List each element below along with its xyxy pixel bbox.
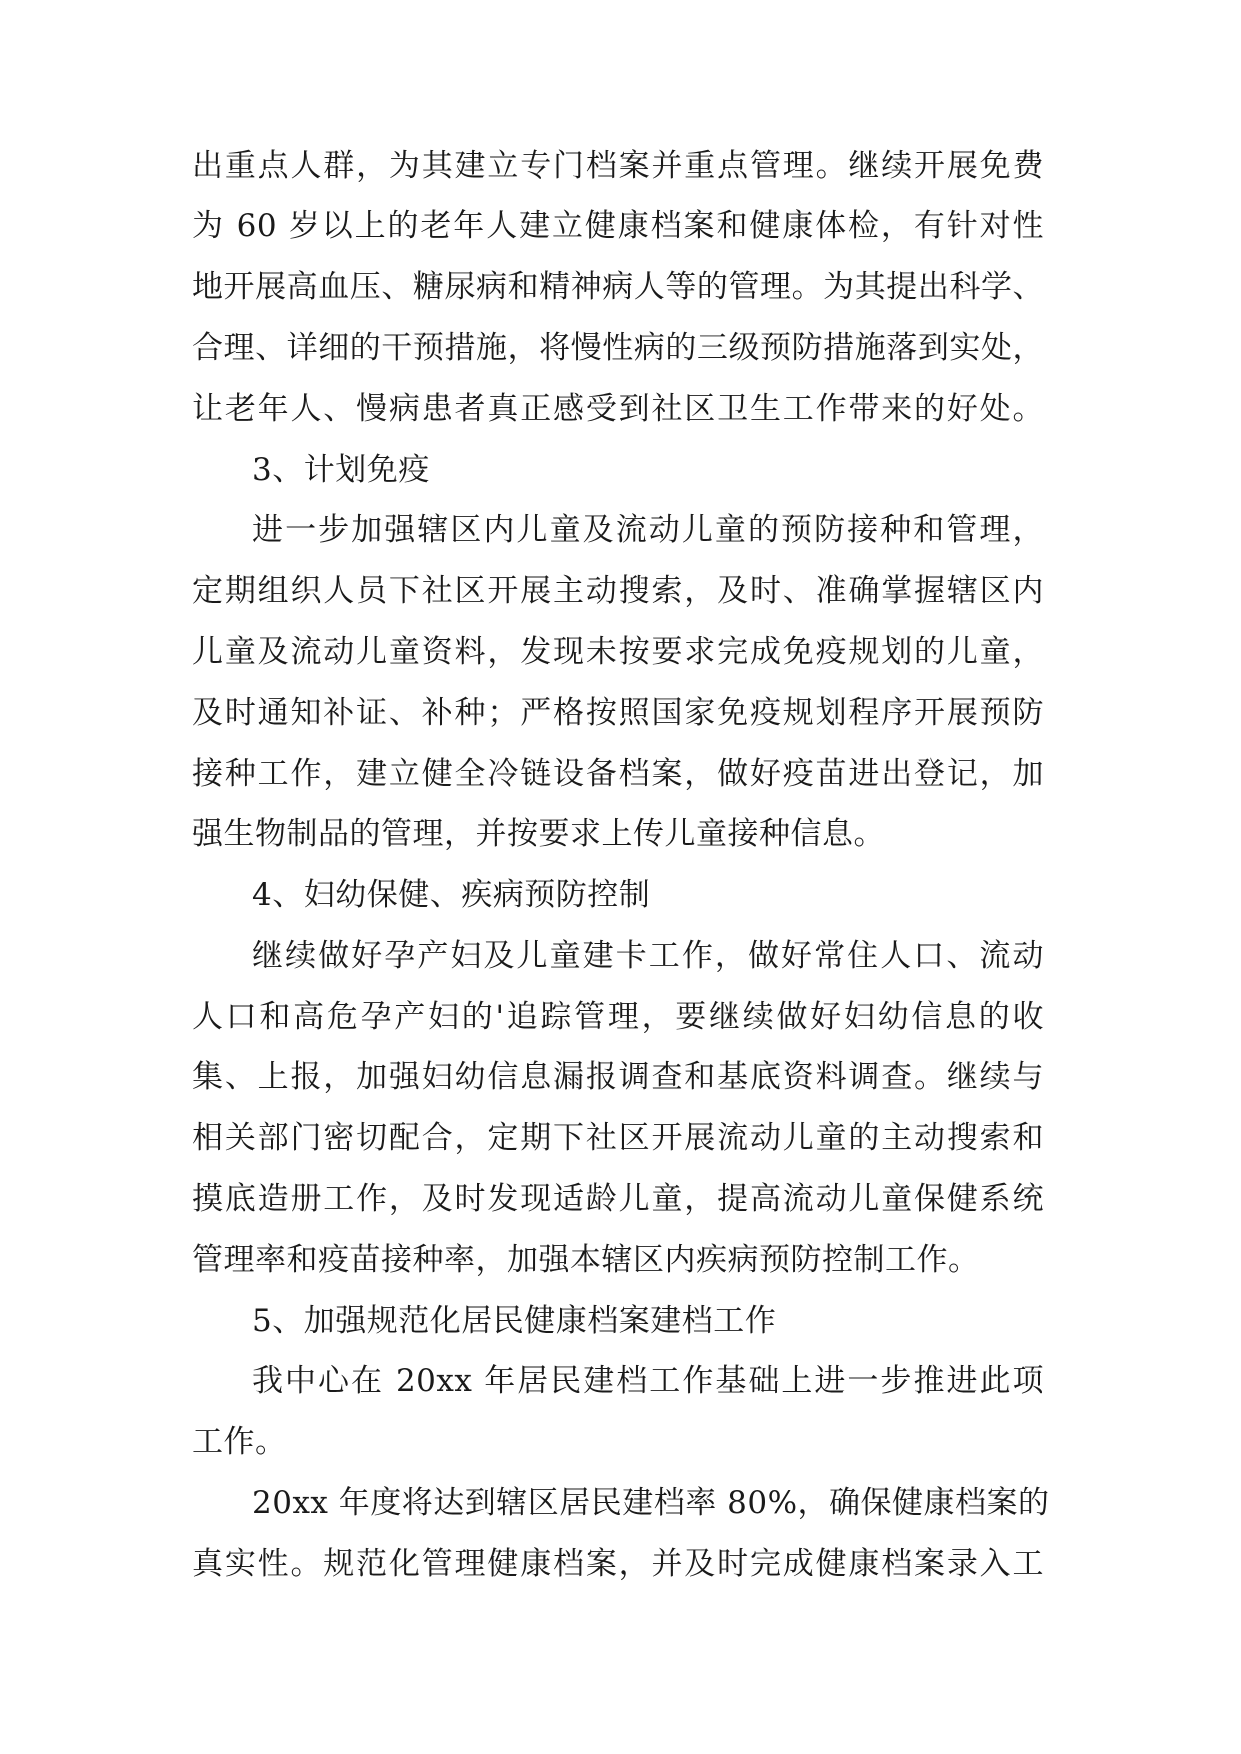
text-line-21: 我中心在 20xx 年居民建档工作基础上进一步推进此项 [252, 1363, 1044, 1399]
section-heading-health-records: 5、加强规范化居民健康档案建档工作 [252, 1303, 777, 1339]
text-line-9: 儿童及流动儿童资料，发现未按要求完成免疫规划的儿童， [192, 634, 1044, 670]
text-line-23: 20xx 年度将达到辖区居民建档率 80%，确保健康档案的 [252, 1485, 1050, 1521]
text-line-11: 接种工作，建立健全冷链设备档案，做好疫苗进出登记，加 [192, 756, 1044, 792]
text-line-18: 摸底造册工作，及时发现适龄儿童，提高流动儿童保健系统 [192, 1181, 1044, 1217]
text-line-12: 强生物制品的管理，并按要求上传儿童接种信息。 [192, 816, 885, 852]
text-line-10: 及时通知补证、补种；严格按照国家免疫规划程序开展预防 [192, 695, 1044, 731]
text-line-17: 相关部门密切配合，定期下社区开展流动儿童的主动搜索和 [192, 1120, 1044, 1156]
text-line-3: 地开展高血压、糖尿病和精神病人等的管理。为其提出科学、 [192, 269, 1044, 305]
text-line-22: 工作。 [192, 1424, 287, 1460]
text-line-24: 真实性。规范化管理健康档案，并及时完成健康档案录入工 [192, 1546, 1044, 1582]
section-heading-immunization: 3、计划免疫 [252, 452, 430, 488]
text-line-15: 人口和高危孕产妇的'追踪管理，要继续做好妇幼信息的收 [192, 999, 1044, 1035]
text-line-5: 让老年人、慢病患者真正感受到社区卫生工作带来的好处。 [192, 391, 1044, 427]
section-heading-maternal-child: 4、妇幼保健、疾病预防控制 [252, 877, 651, 913]
text-line-1: 出重点人群，为其建立专门档案并重点管理。继续开展免费 [192, 148, 1044, 184]
text-line-16: 集、上报，加强妇幼信息漏报调查和基底资料调查。继续与 [192, 1059, 1044, 1095]
text-line-2: 为 60 岁以上的老年人建立健康档案和健康体检，有针对性 [192, 208, 1044, 244]
text-line-7: 进一步加强辖区内儿童及流动儿童的预防接种和管理， [252, 512, 1044, 548]
text-line-19: 管理率和疫苗接种率，加强本辖区内疾病预防控制工作。 [192, 1242, 980, 1278]
text-line-8: 定期组织人员下社区开展主动搜索，及时、准确掌握辖区内 [192, 573, 1044, 609]
text-line-14: 继续做好孕产妇及儿童建卡工作，做好常住人口、流动 [252, 938, 1044, 974]
text-line-4: 合理、详细的干预措施，将慢性病的三级预防措施落到实处， [192, 330, 1044, 366]
